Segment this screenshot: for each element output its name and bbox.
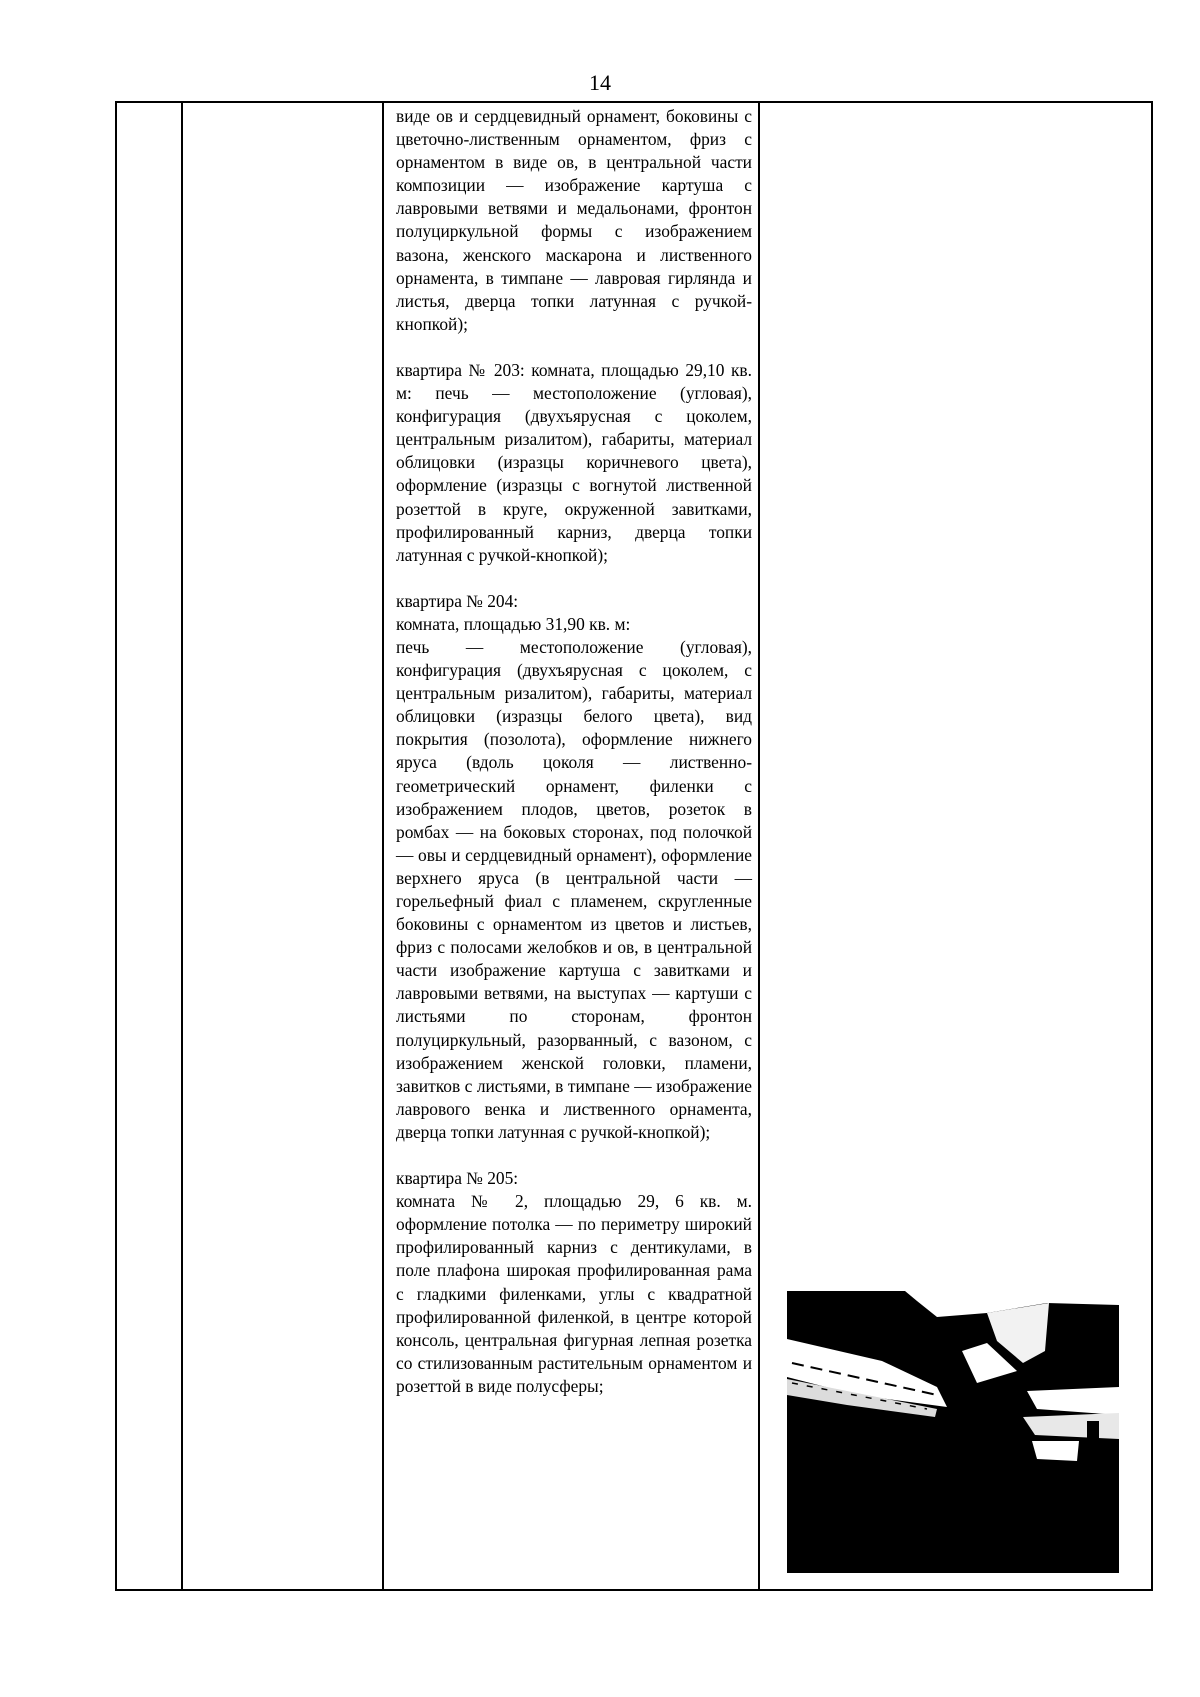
data-table — [115, 101, 1153, 1591]
ceiling-photo-image — [787, 1291, 1119, 1573]
heading-apartment-205: квартира № 205: — [396, 1168, 519, 1189]
ceiling-photo — [787, 1291, 1119, 1573]
paragraph-apartment-203: квартира № 203: комната, площадью 29,10 кв. м: печь — местоположение (угловая), конфигурация (двухъярусная с цоколем, центральным ризалитом), габариты, материал облицовки (изразцы коричневого цвета), оформление (изразцы с вогнутой лиственной розеттой в круге, окруженной завитками, профилированный карниз, дверца топки латунная с ручкой-кнопкой); — [396, 359, 752, 565]
column-divider-1 — [181, 103, 183, 1589]
heading-apartment-204: квартира № 204: — [396, 590, 519, 611]
page-number: 14 — [589, 70, 611, 95]
paragraph-apartment-205: комната № 2, площадью 29, 6 кв. м. оформление потолка — по периметру широкий профилированный карниз с дентикулами, в поле плафона широкая профилированная рама с гладкими филенками, углы с квадратной профилированной филенкой, в центре которой консоль, центральная фигурная лепная розетка со стилизованным растительным орнаментом и розеттой в виде полусферы; — [396, 1191, 752, 1396]
column-divider-3 — [758, 103, 760, 1589]
column-divider-2 — [382, 103, 384, 1589]
description-cell — [396, 105, 752, 1398]
paragraph-continued: виде ов и сердцевидный орнамент, боковины с цветочно-лиственным орнаментом, фриз с орнаментом в виде ов, в центральной части композиции — изображение картуша с лавровыми ветвями и медальонами, фронтон полуциркульной формы с изображением вазона, женского маскарона и лиственного орнамента, в тимпане — лавровая гирлянда и листья, дверца топки латунная с ручкой-кнопкой); — [396, 106, 752, 334]
room-apartment-204: комната, площадью 31,90 кв. м: — [396, 613, 631, 634]
paragraph-apartment-204: печь — местоположение (угловая), конфигурация (двухъярусная с цоколем, с центральным ризалитом), габариты, материал облицовки (изразцы белого цвета), вид покрытия (позолота), оформление нижнего яруса (вдоль цоколя — лиственно-геометрический орнамент, филенки с изображением плодов, цветов, розеток в ромбах — на боковых сторонах, под полочкой — овы и сердцевидный орнамент), оформление верхнего яруса (в центральной части — горельефный фиал с пламенем, скругленные боковины с орнаментом из цветов и листьев, фриз с полосами желобков и ов, в центральной части изображение картуша с завитками и лавровыми ветвями, на выступах — картуши с листьями по сторонам, фронтон полуциркульный, разорванный, с вазоном, с изображением женской головки, пламени, завитков с листьями, в тимпане — изображение лаврового венка и лиственного орнамента, дверца топки латунная с ручкой-кнопкой); — [396, 636, 752, 1142]
